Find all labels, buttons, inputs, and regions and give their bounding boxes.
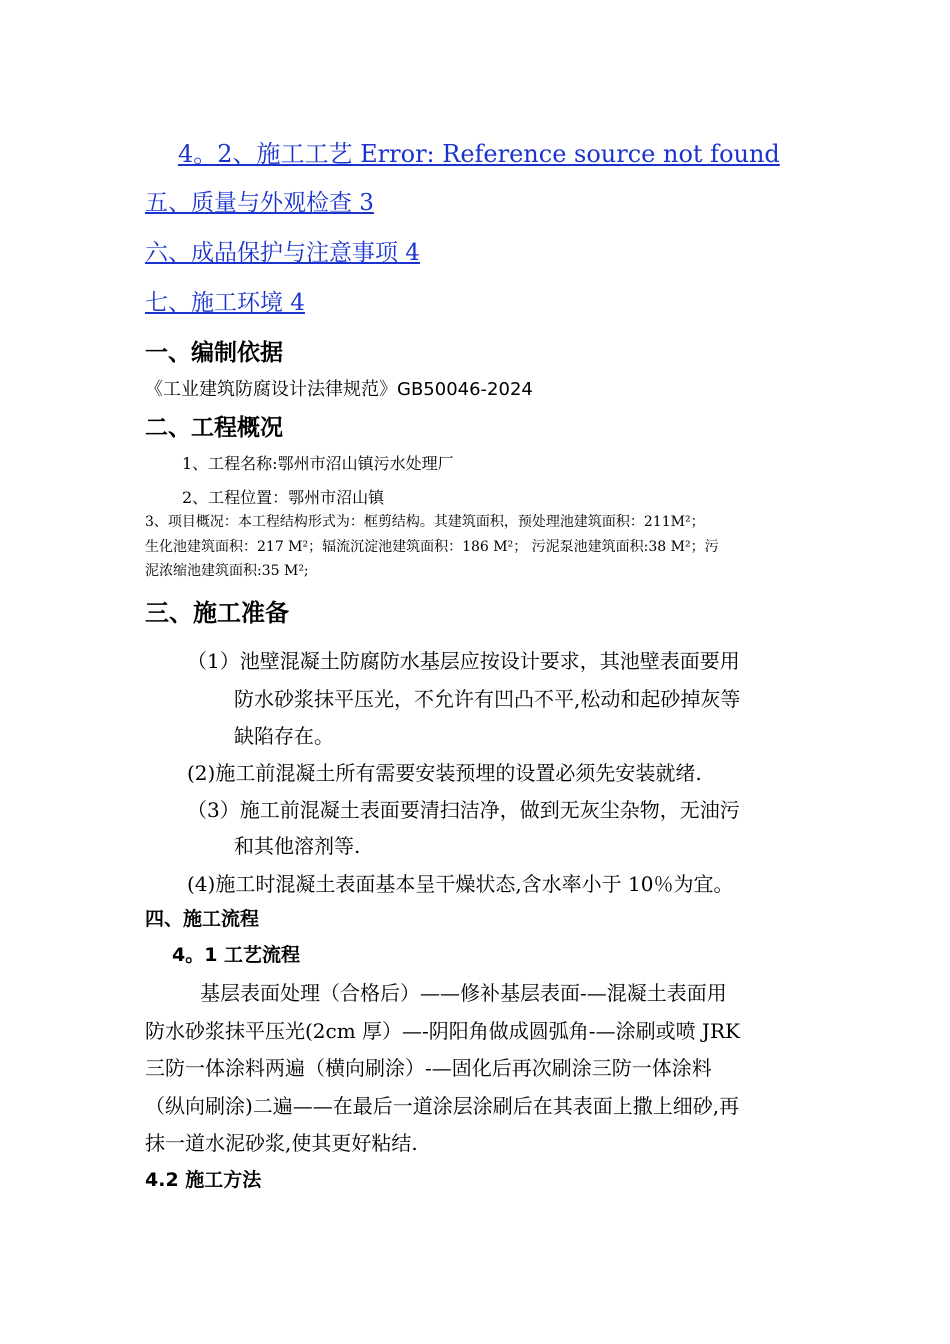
process-flow-line: 防水砂浆抹平压光(2cm 厚）—-阴阳角做成圆弧角-—涂刷或喷 JRK [145, 1019, 740, 1043]
toc-entry[interactable] [145, 184, 374, 217]
prep-item-4: (4)施工时混凝土表面基本呈干燥状态,含水率小于 10％为宜。 [187, 872, 734, 896]
prep-item-2: (2)施工前混凝土所有需要安装预埋的设置必须先安装就绪. [187, 761, 702, 785]
toc-entry[interactable] [178, 134, 780, 169]
project-overview-line: 3、项目概况：本工程结构形式为：框剪结构。其建筑面积，预处理池建筑面积：211M²； [145, 514, 705, 530]
prep-item-1-line: （1）池壁混凝土防腐防水基层应按设计要求，其池壁表面要用 [187, 649, 740, 673]
toc-entry[interactable] [145, 284, 305, 317]
toc-link-5[interactable]: 五、质量与外观检查 3 [145, 190, 374, 216]
process-flow-line: 抹一道水泥砂浆,使其更好粘结. [145, 1131, 418, 1155]
project-location: 2、工程位置：鄂州市沼山镇 [182, 488, 385, 507]
process-flow-line: （纵向刷涂)二遍——在最后一道涂层涂刷后在其表面上撒上细砂,再 [145, 1094, 740, 1118]
toc-entry[interactable] [145, 234, 420, 267]
section-heading-3: 三、施工准备 [145, 599, 289, 627]
toc-link-6[interactable]: 六、成品保护与注意事项 4 [145, 240, 420, 266]
project-overview-line: 泥浓缩池建筑面积:35 M²; [145, 563, 309, 579]
project-name: 1、工程名称:鄂州市沼山镇污水处理厂 [182, 454, 454, 473]
toc-link-4-2[interactable]: 4。2、施工工艺 Error: Reference source not found [178, 140, 780, 168]
project-overview-line: 生化池建筑面积：217 M²；辐流沉淀池建筑面积：186 M²； 污泥泵池建筑面积:38 M²；污 [145, 539, 719, 555]
reference-standard: 《工业建筑防腐设计法律规范》GB50046-2024 [145, 379, 533, 400]
process-flow-line: 基层表面处理（合格后）——修补基层表面-—混凝土表面用 [200, 981, 727, 1005]
prep-item-3-line: 和其他溶剂等. [234, 834, 361, 858]
section-heading-2: 二、工程概况 [145, 415, 283, 441]
prep-item-1-line: 防水砂浆抹平压光，不允许有凹凸不平,松动和起砂掉灰等 [234, 687, 741, 711]
prep-item-3-line: （3）施工前混凝土表面要清扫洁净，做到无灰尘杂物，无油污 [187, 798, 740, 822]
toc-link-7[interactable]: 七、施工环境 4 [145, 290, 305, 316]
subsection-heading-4-2: 4.2 施工方法 [145, 1169, 262, 1191]
section-heading-4: 四、施工流程 [145, 908, 260, 930]
subsection-heading-4-1: 4。1 工艺流程 [172, 944, 301, 966]
prep-item-1-line: 缺陷存在。 [234, 724, 334, 748]
process-flow-line: 三防一体涂料两遍（横向刷涂）-—固化后再次刷涂三防一体涂料 [145, 1056, 712, 1080]
section-heading-1: 一、编制依据 [145, 340, 283, 366]
